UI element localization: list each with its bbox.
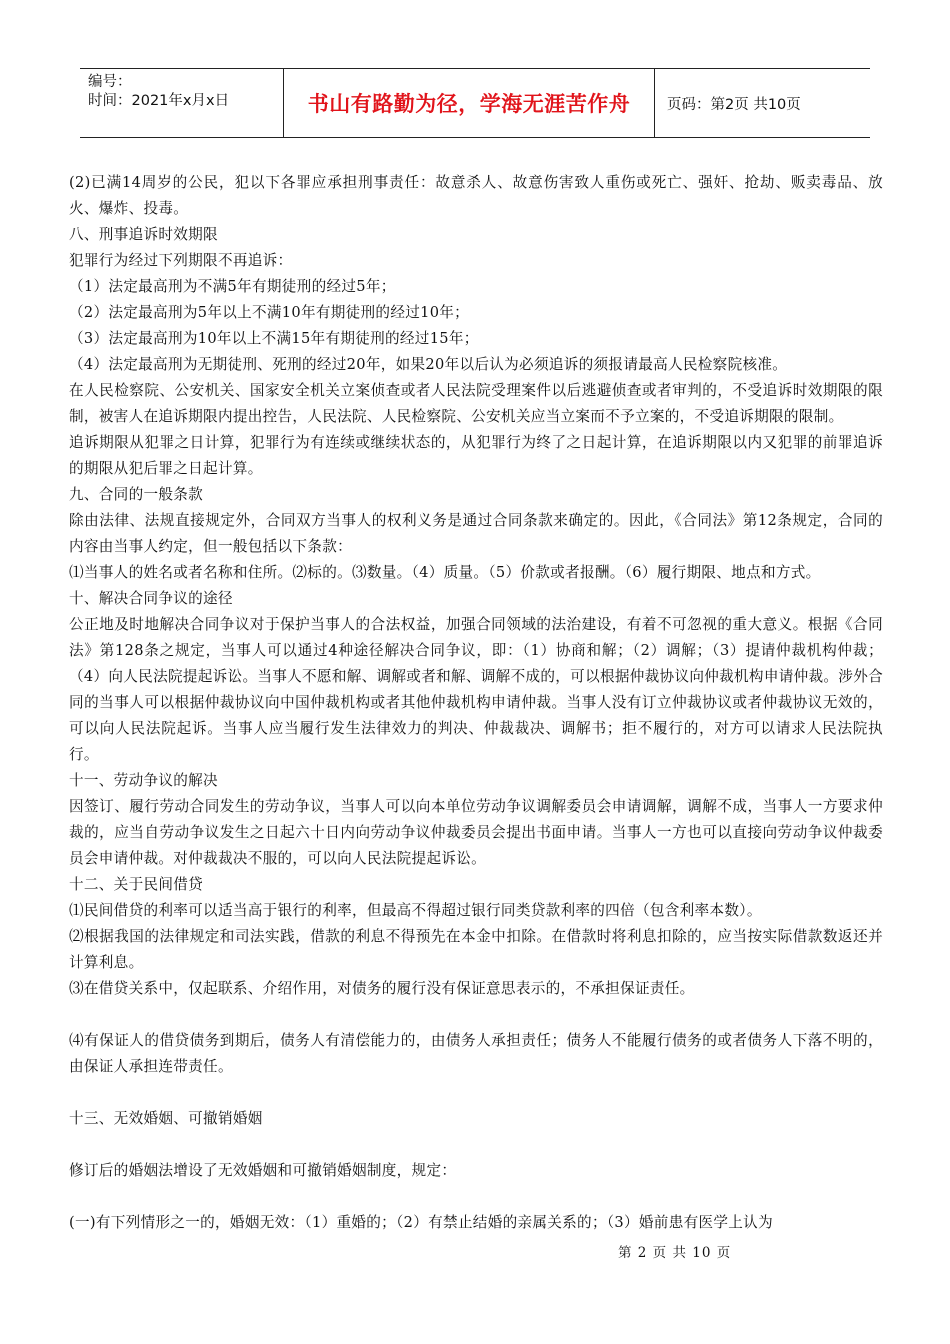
paragraph: 犯罪行为经过下列期限不再追诉： — [69, 252, 293, 269]
list-item: ⑶在借贷关系中，仅起联系、介绍作用，对债务的履行没有保证意思表示的，不承担保证责任。 — [69, 980, 695, 997]
section-heading: 十三、无效婚姻、可撤销婚姻 — [69, 1110, 263, 1127]
header-motto: 书山有路勤为径，学海无涯苦作舟 — [283, 69, 655, 137]
list-item: （2）法定最高刑为5年以上不满10年有期徒刑的经过10年； — [69, 304, 470, 321]
list-item: （1）法定最高刑为不满5年有期徒刑的经过5年； — [69, 278, 396, 295]
page-header — [80, 68, 870, 138]
paragraph: (一)有下列情形之一的，婚姻无效：（1）重婚的；（2）有禁止结婚的亲属关系的；（3）婚前患有医学上认为 — [69, 1214, 773, 1231]
document-body — [69, 170, 883, 1236]
paragraph: (2)已满14周岁的公民，犯以下各罪应承担刑事责任：故意杀人、故意伤害致人重伤或死亡、强奸、抢劫、贩卖毒品、放火、爆炸、投毒。 — [69, 174, 883, 217]
header-page-number: 页码：第2页 共10页 — [667, 96, 801, 113]
paragraph: 修订后的婚姻法增设了无效婚姻和可撤销婚姻制度，规定： — [69, 1162, 457, 1179]
paragraph: ⑴当事人的姓名或者名称和住所。⑵标的。⑶数量。（4）质量。（5）价款或者报酬。（6）履行期限、地点和方式。 — [69, 564, 821, 581]
paragraph: 在人民检察院、公安机关、国家安全机关立案侦查或者人民法院受理案件以后逃避侦查或者审判的，不受追诉时效期限的限制，被害人在追诉期限内提出控告，人民法院、人民检察院、公安机关应当立案而不予立案的，不受追诉期限的限制。 — [69, 382, 883, 425]
document-date-label: 时间：2021年x月x日 — [88, 93, 230, 109]
section-heading: 十二、关于民间借贷 — [69, 876, 204, 893]
header-meta — [80, 69, 283, 137]
list-item: ⑷有保证人的借贷债务到期后，债务人有清偿能力的，由债务人承担责任；债务人不能履行债务的或者债务人下落不明的，由保证人承担连带责任。 — [69, 1032, 883, 1075]
document-number-label: 编号： — [88, 74, 132, 90]
paragraph: 因签订、履行劳动合同发生的劳动争议，当事人可以向本单位劳动争议调解委员会申请调解，调解不成，当事人一方要求仲裁的，应当自劳动争议发生之日起六十日内向劳动争议仲裁委员会提出书面申请。当事人一方也可以直接向劳动争议仲裁委员会申请仲裁。对仲裁裁决不服的，可以向人民法院提起诉讼。 — [69, 798, 883, 867]
list-item: （4）法定最高刑为无期徒刑、死刑的经过20年，如果20年以后认为必须追诉的须报请最高人民检察院核准。 — [69, 356, 788, 373]
paragraph: 除由法律、法规直接规定外，合同双方当事人的权利义务是通过合同条款来确定的。因此，《合同法》第12条规定，合同的内容由当事人约定，但一般包括以下条款： — [69, 512, 883, 555]
list-item: ⑴民间借贷的利率可以适当高于银行的利率，但最高不得超过银行同类贷款利率的四倍（包含利率本数）。 — [69, 902, 762, 919]
paragraph: 追诉期限从犯罪之日计算，犯罪行为有连续或继续状态的，从犯罪行为终了之日起计算，在追诉期限以内又犯罪的前罪追诉的期限从犯后罪之日起计算。 — [69, 434, 883, 477]
section-heading: 九、合同的一般条款 — [69, 486, 204, 503]
page-footer: 第 2 页 共 10 页 — [618, 1245, 732, 1261]
section-heading: 十、解决合同争议的途径 — [69, 590, 233, 607]
section-heading: 八、刑事追诉时效期限 — [69, 226, 218, 243]
paragraph: 公正地及时地解决合同争议对于保护当事人的合法权益，加强合同领域的法治建设，有着不可忽视的重大意义。根据《合同法》第128条之规定，当事人可以通过4种途径解决合同争议，即：（1）协商和解；（2）调解；（3）提请仲裁机构仲裁；（4）向人民法院提起诉讼。当事人不愿和解、调解或者和解、调解不成的，可以根据仲裁协议向仲裁机构申请仲裁。涉外合同的当事人可以根据仲裁协议向中国仲裁机构或者其他仲裁机构申请仲裁。当事人没有订立仲裁协议或者仲裁协议无效的，可以向人民法院起诉。当事人应当履行发生法律效力的判决、仲裁裁决、调解书；拒不履行的，对方可以请求人民法院执行。 — [69, 616, 883, 763]
list-item: （3）法定最高刑为10年以上不满15年有期徒刑的经过15年； — [69, 330, 479, 347]
section-heading: 十一、劳动争议的解决 — [69, 772, 218, 789]
list-item: ⑵根据我国的法律规定和司法实践，借款的利息不得预先在本金中扣除。在借款时将利息扣除的，应当按实际借款数返还并计算利息。 — [69, 928, 883, 971]
